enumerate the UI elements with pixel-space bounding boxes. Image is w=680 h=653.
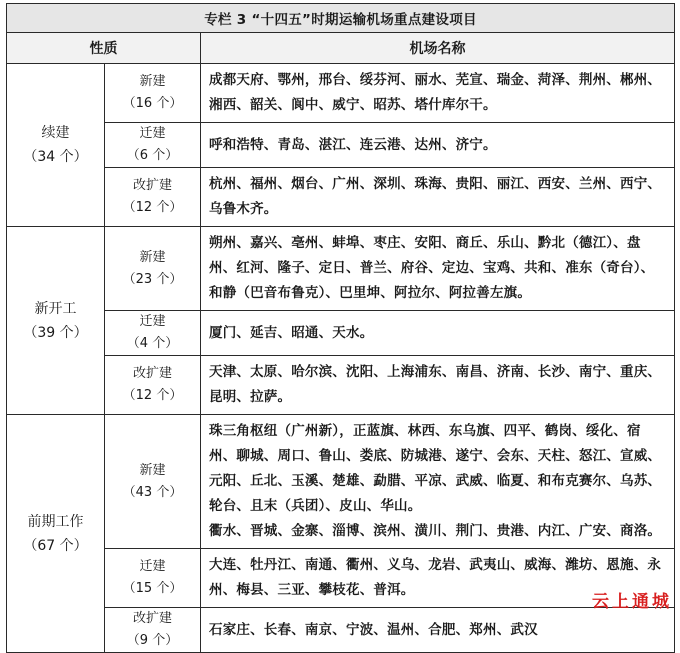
header-airport-names: 机场名称 — [201, 33, 675, 64]
table-row — [7, 608, 675, 653]
subtype-count: （15 个） — [122, 581, 183, 596]
subtype-name: 新建 — [139, 462, 166, 478]
document-table-wrapper — [6, 3, 674, 653]
category-name: 新开工 — [34, 300, 77, 317]
table-row — [7, 64, 675, 123]
category-cell — [7, 227, 105, 415]
subtype-cell — [105, 168, 201, 227]
airport-list: 朔州、嘉兴、亳州、蚌埠、枣庄、安阳、商丘、乐山、黔北（德江）、盘州、红河、隆子、定日、普兰、府谷、定边、宝鸡、共和、准东（奇台）、和静（巴音布鲁克）、巴里坤、阿拉尔、阿拉善左旗。 — [201, 227, 675, 311]
subtype-count: （4 个） — [126, 336, 179, 351]
category-count: （34 个） — [23, 149, 88, 165]
airport-list-paragraph: 珠三角枢纽（广州新），正蓝旗、林西、东乌旗、四平、鹤岗、绥化、宿州、聊城、周口、鲁山、娄底、防城港、遂宁、会东、天柱、怒江、宣威、元阳、丘北、玉溪、楚雄、勐腊、平凉、武威、临夏、和布克赛尔、乌苏、轮台、且末（兵团）、皮山、华山。 — [209, 423, 662, 514]
airport-list — [201, 415, 675, 549]
subtype-name: 改扩建 — [132, 178, 172, 193]
category-name: 续建 — [41, 125, 70, 141]
category-cell — [7, 415, 105, 653]
subtype-cell — [105, 415, 201, 549]
subtype-count: （9 个） — [126, 633, 179, 648]
subtype-name: 改扩建 — [132, 611, 172, 626]
airport-list: 杭州、福州、烟台、广州、深圳、珠海、贵阳、丽江、西安、兰州、西宁、乌鲁木齐。 — [201, 168, 675, 227]
table-row — [7, 415, 675, 549]
subtype-name: 迁建 — [139, 314, 166, 329]
table-row — [7, 227, 675, 311]
subtype-cell — [105, 549, 201, 608]
airport-list: 成都天府、鄂州，邢台、绥芬河、丽水、芜宣、瑞金、菏泽、荆州、郴州、湘西、韶关、阆中、威宁、昭苏、塔什库尔干。 — [201, 64, 675, 123]
subtype-cell — [105, 227, 201, 311]
subtype-name: 新建 — [139, 74, 166, 89]
subtype-name: 新建 — [139, 249, 166, 265]
subtype-cell — [105, 356, 201, 415]
table-row — [7, 168, 675, 227]
subtype-count: （16 个） — [122, 96, 183, 111]
watermark-logo: 云上通城 — [592, 592, 672, 612]
table-title: 专栏 3 “十四五”时期运输机场重点建设项目 — [7, 4, 675, 33]
airport-list: 呼和浩特、青岛、湛江、连云港、达州、济宁。 — [201, 123, 675, 168]
table-row — [7, 311, 675, 356]
category-count: （67 个） — [23, 537, 88, 554]
airport-list: 天津、太原、哈尔滨、沈阳、上海浦东、南昌、济南、长沙、南宁、重庆、昆明、拉萨。 — [201, 356, 675, 415]
category-count: （39 个） — [23, 324, 88, 341]
subtype-cell — [105, 123, 201, 168]
table-row — [7, 123, 675, 168]
subtype-count: （12 个） — [122, 200, 183, 215]
subtype-name: 迁建 — [139, 559, 166, 574]
airport-projects-table — [6, 3, 675, 653]
subtype-cell — [105, 64, 201, 123]
airport-list-paragraph: 衢水、晋城、金寨、淄博、滨州、潢川、荆门、贵港、内江、广安、商洛。 — [209, 523, 662, 539]
subtype-count: （43 个） — [122, 484, 183, 500]
table-row — [7, 356, 675, 415]
subtype-count: （23 个） — [122, 271, 183, 287]
airport-list: 厦门、延吉、昭通、天水。 — [201, 311, 675, 356]
subtype-cell — [105, 311, 201, 356]
subtype-name: 改扩建 — [132, 366, 172, 381]
subtype-cell — [105, 608, 201, 653]
subtype-count: （12 个） — [122, 388, 183, 403]
airport-list: 大连、牡丹江、南通、衢州、义乌、龙岩、武夷山、威海、潍坊、恩施、永州、梅县、三亚、攀枝花、普洱。 — [201, 549, 675, 608]
airport-list: 石家庄、长春、南京、宁波、温州、合肥、郑州、武汉 — [201, 608, 675, 653]
subtype-count: （6 个） — [126, 148, 179, 163]
subtype-name: 迁建 — [139, 126, 166, 141]
table-row — [7, 549, 675, 608]
category-cell — [7, 64, 105, 227]
header-nature: 性质 — [7, 33, 201, 64]
category-name: 前期工作 — [27, 513, 84, 530]
header-row — [7, 33, 675, 64]
title-row — [7, 4, 675, 33]
